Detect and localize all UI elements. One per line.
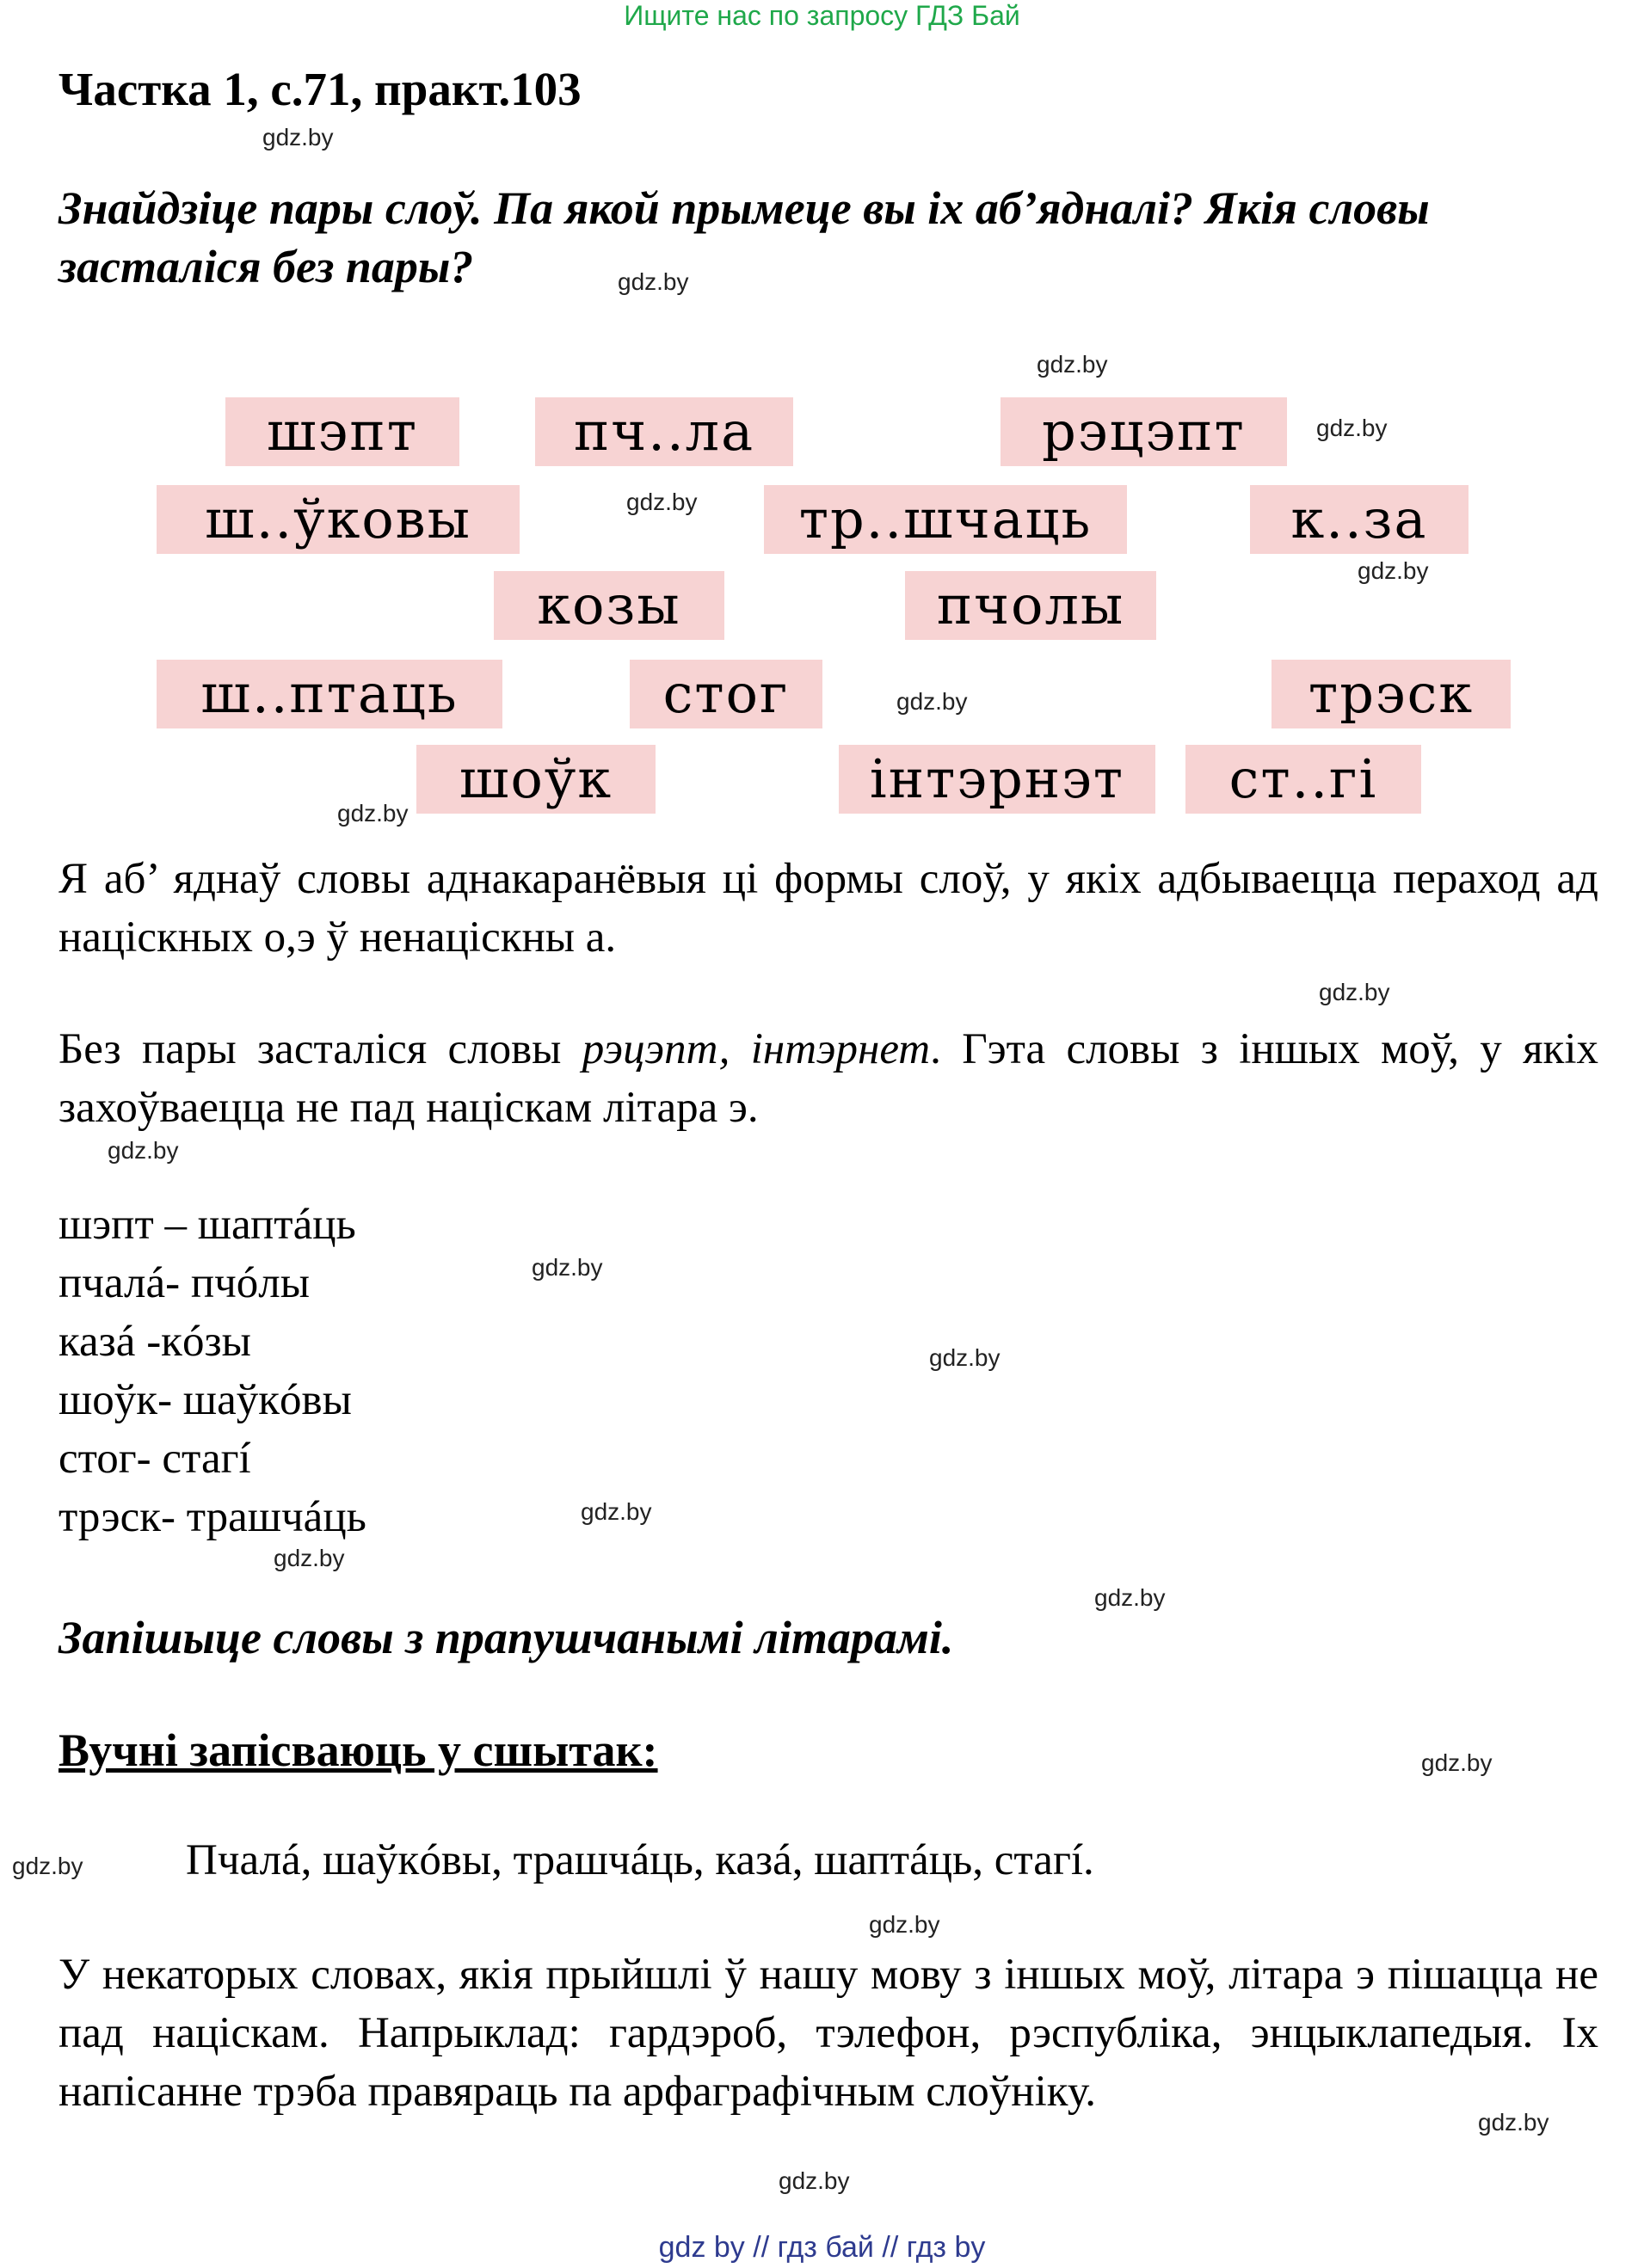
task-question-line-2: засталіся без пары? — [58, 241, 474, 292]
section-heading: Вучні запісваюць у сшытак: — [58, 1724, 658, 1776]
final-paragraph: У некаторых словах, якія прыйшлі ў нашу мову з іншых моў, літара э пішацца не пад націскам. Напрыклад: гардэроб, тэлефон, рэспубліка, энцыклапедыя. Іх напісанне трэба правяраць па арфаграфічным слоўніку. — [58, 1951, 1598, 2116]
no-pair-prefix: Без пары засталіся словы — [58, 1025, 582, 1073]
task-question-line-1: Знайдзіце пары слоў. Па якой прымеце вы іх аб’ядналі? Якія словы — [58, 182, 1430, 234]
word-pair: шэпт – шаптáць — [58, 1201, 356, 1249]
word-card: інтэрнэт — [839, 745, 1155, 814]
watermark: gdz.by — [1421, 1749, 1493, 1776]
word-pair: трэск- трашчáць — [58, 1493, 366, 1541]
word-pair: пчалá- пчóлы — [58, 1259, 311, 1307]
pair-left: пчалá — [58, 1259, 166, 1307]
page-title: Частка 1, с.71, практ.103 — [58, 63, 582, 115]
word-card: пчолы — [905, 571, 1156, 640]
no-pair-rest: . Гэта словы з іншых моў, у якіх захоўваецца не пад націскам літара э. — [58, 1025, 1598, 1132]
word-card: трэск — [1271, 660, 1511, 728]
word-card: тр..шчаць — [764, 485, 1127, 554]
watermark: gdz.by — [532, 1254, 603, 1281]
watermark: gdz.by — [581, 1498, 652, 1525]
watermark: gdz.by — [1478, 2109, 1549, 2136]
word-card: шэпт — [225, 397, 459, 466]
pair-left: казá — [58, 1318, 136, 1366]
watermark: gdz.by — [1316, 415, 1388, 441]
task-instruction: Запішыце словы з прапушчанымі літарамі. — [58, 1612, 954, 1663]
word-card: ст..гі — [1185, 745, 1421, 814]
word-card: стог — [630, 660, 822, 728]
watermark: gdz.by — [12, 1853, 83, 1879]
pair-right: кóзы — [161, 1318, 251, 1366]
no-pair-words: рэцэпт, інтэрнет — [582, 1025, 931, 1073]
watermark: gdz.by — [929, 1344, 1001, 1371]
watermark: gdz.by — [779, 2167, 850, 2194]
watermark: gdz.by — [108, 1137, 179, 1164]
word-card: козы — [494, 571, 724, 640]
watermark: gdz.by — [896, 688, 968, 715]
explanation-paragraph: Я аб’ яднаў словы аднакаранёвыя ці формы слоў, у якіх адбываецца пераход ад націскных о,э ў ненаціскны а. — [58, 855, 1598, 962]
pair-left: шэпт — [58, 1201, 154, 1249]
word-pair: стог- стагí — [58, 1435, 251, 1483]
pair-right: шаптáць — [197, 1201, 356, 1249]
word-card: шоўк — [416, 745, 656, 814]
word-card: пч..ла — [535, 397, 793, 466]
word-card: ш..птаць — [157, 660, 502, 728]
watermark: gdz.by — [274, 1545, 345, 1571]
watermark: gdz.by — [618, 268, 689, 295]
pair-right: шаўкóвы — [182, 1376, 352, 1424]
pair-left: шоўк — [58, 1376, 158, 1424]
word-card: рэцэпт — [1001, 397, 1287, 466]
word-card: ш..ўковы — [157, 485, 520, 554]
watermark: gdz.by — [337, 800, 409, 827]
pair-right: стагí — [162, 1435, 251, 1483]
pair-left: стог — [58, 1435, 137, 1483]
word-pair: казá -кóзы — [58, 1318, 251, 1366]
pair-left: трэск — [58, 1493, 161, 1541]
watermark: gdz.by — [1358, 557, 1429, 584]
top-banner[interactable]: Ищите нас по запросу ГДЗ Бай — [624, 0, 1020, 31]
pair-right: трашчáць — [186, 1493, 366, 1541]
footer-links[interactable]: gdz by // гдз бай // гдз by — [658, 2231, 986, 2264]
pair-right: пчóлы — [190, 1259, 311, 1307]
watermark: gdz.by — [1094, 1584, 1166, 1611]
watermark: gdz.by — [262, 124, 334, 151]
watermark: gdz.by — [869, 1911, 940, 1938]
word-card: к..за — [1250, 485, 1469, 554]
answer-line: Пчалá, шаўкóвы, трашчáць, казá, шаптáць, стагí. — [186, 1836, 1094, 1884]
watermark: gdz.by — [1319, 979, 1390, 1005]
watermark: gdz.by — [626, 489, 698, 515]
no-pair-paragraph — [58, 1020, 1598, 1137]
word-pair: шоўк- шаўкóвы — [58, 1376, 352, 1424]
watermark: gdz.by — [1037, 351, 1108, 378]
